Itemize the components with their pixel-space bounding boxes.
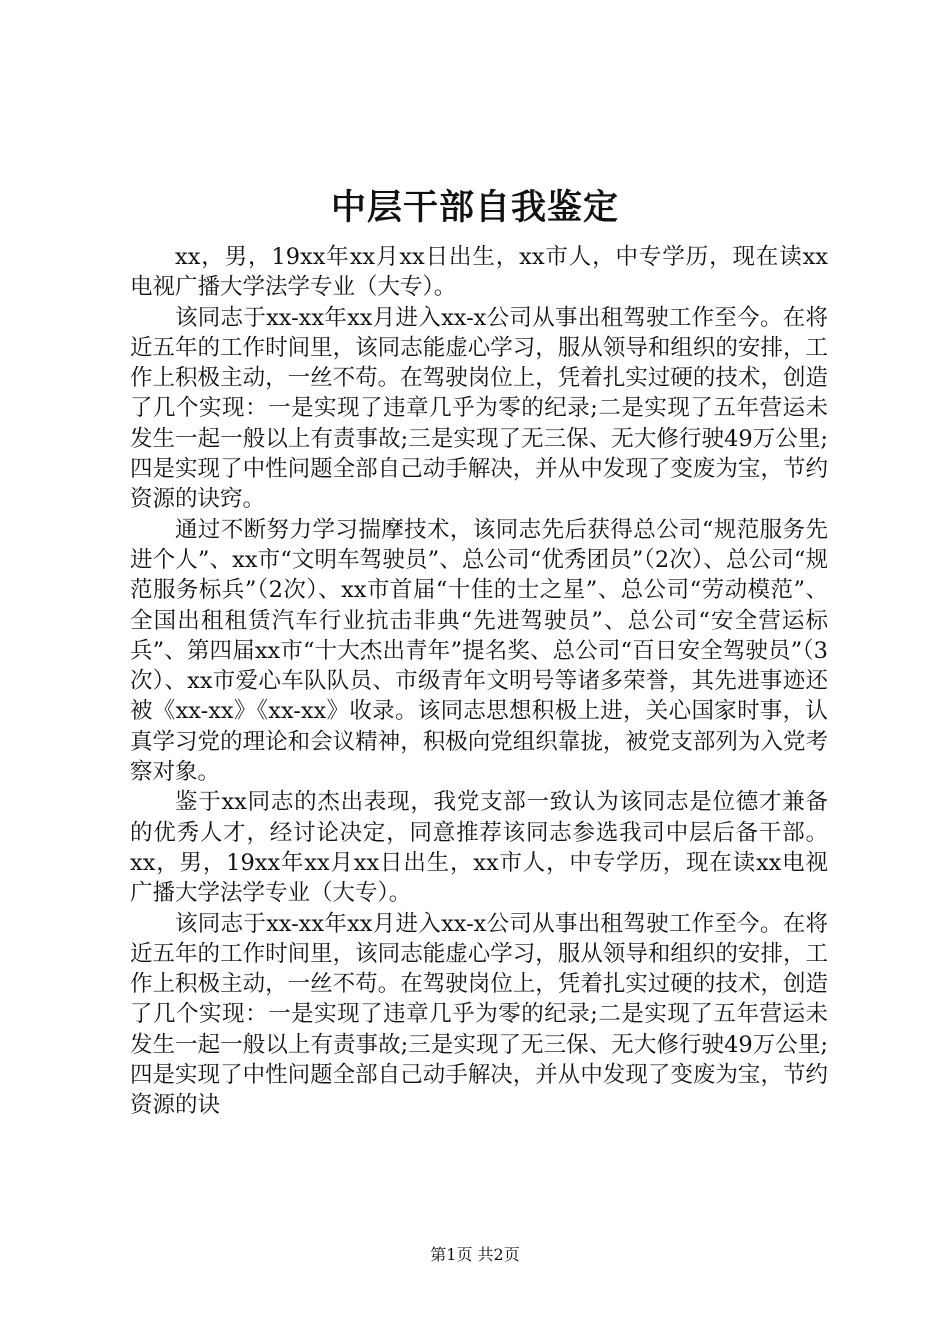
page-footer: 第1页 共2页 (430, 1245, 520, 1264)
paragraph-3: 通过不断努力学习揣摩技术，该同志先后获得总公司“规范服务先进个人”、xx市“文明车驾驶员”、总公司“优秀团员”（2次）、总公司“规范服务标兵”（2次）、xx市首届“十佳的士之星”、总公司“劳动模范”、全国出租租赁汽车行业抗击非典“先进驾驶员”、总公司“安全营运标兵”、第四届xx市“十大杰出青年”提名奖、总公司“百日安全驾驶员”（3次）、xx市爱心车队队员、市级青年文明号等诸多荣誉，其先进事迹还被《xx-xx》《xx-xx》收录。该同志思想积极上进，关心国家时事，认真学习党的理论和会议精神，积极向党组织靠拢，被党支部列为入党考察对象。 (130, 516, 828, 786)
paragraph-4: 鉴于xx同志的杰出表现，我党支部一致认为该同志是位德才兼备的优秀人才，经讨论决定，同意推荐该同志参选我司中层后备干部。xx，男，19xx年xx月xx日出生，xx市人，中专学历，现在读xx电视广播大学法学专业（大专）。 (130, 789, 828, 907)
document-title: 中层干部自我鉴定 (330, 187, 619, 228)
paragraph-5: 该同志于xx-xx年xx月进入xx-x公司从事出租驾驶工作至今。在将近五年的工作时间里，该同志能虚心学习，服从领导和组织的安排，工作上积极主动，一丝不苟。在驾驶岗位上，凭着扎实过硬的技术，创造了几个实现：一是实现了违章几乎为零的纪录;二是实现了五年营运未发生一起一般以上有责事故;三是实现了无三保、无大修行驶49万公里;四是实现了中性问题全部自己动手解决，并从中发现了变废为宝，节约资源的诀 (130, 910, 828, 1119)
paragraph-1: xx，男，19xx年xx月xx日出生，xx市人，中专学历，现在读xx电视广播大学法学专业（大专）。 (130, 244, 828, 301)
document-body (130, 242, 828, 1121)
paragraph-2: 该同志于xx-xx年xx月进入xx-x公司从事出租驾驶工作至今。在将近五年的工作时间里，该同志能虚心学习，服从领导和组织的安排，工作上积极主动，一丝不苟。在驾驶岗位上，凭着扎实过硬的技术，创造了几个实现：一是实现了违章几乎为零的纪录;二是实现了五年营运未发生一起一般以上有责事故;三是实现了无三保、无大修行驶49万公里;四是实现了中性问题全部自己动手解决，并从中发现了变废为宝，节约资源的诀窍。 (130, 304, 828, 513)
